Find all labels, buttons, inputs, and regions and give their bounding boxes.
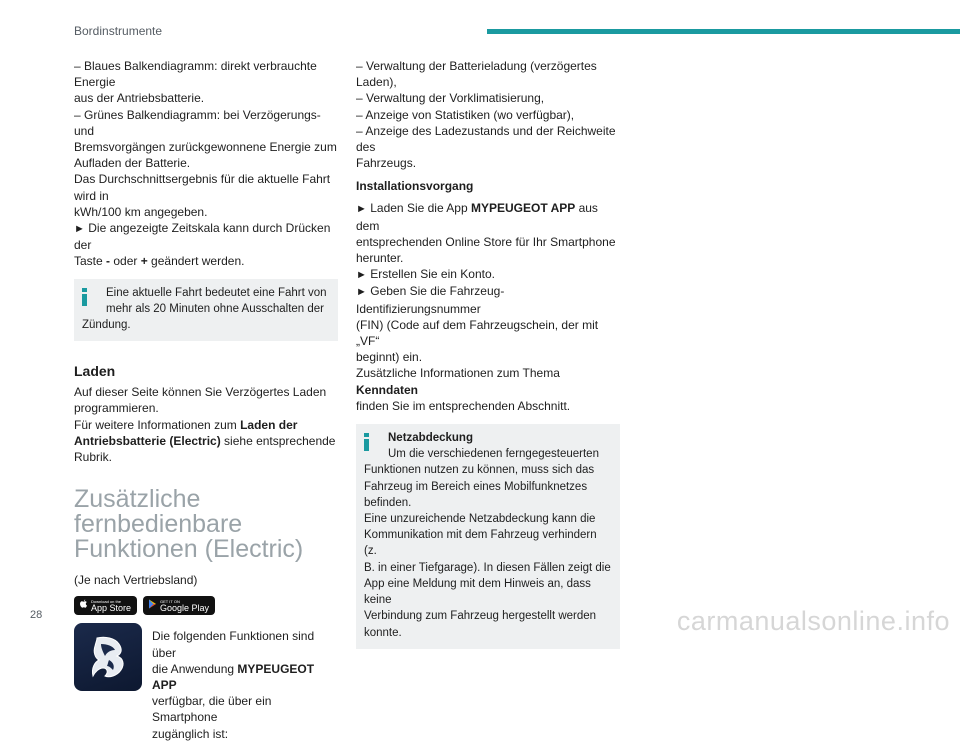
text-line: zugänglich ist: (152, 726, 229, 741)
scale-step-cont (74, 253, 338, 269)
text: Die angezeigte Zeitskala kann durch Drücken der (74, 221, 331, 253)
left-column (74, 58, 338, 742)
app-store-badge[interactable] (74, 596, 137, 615)
text-line: Eine unzureichende Netzabdeckung kann die (364, 513, 596, 526)
info-icon (364, 433, 369, 451)
step-line: finden Sie im entsprechenden Abschnitt. (356, 398, 571, 413)
text: Geben Sie die Fahrzeug-Identifizierungsnummer (356, 284, 505, 316)
triangle-right-icon: ► (74, 223, 85, 236)
text: Taste (74, 254, 107, 269)
text-line: Aufladen der Batterie. (74, 156, 191, 171)
text-line: App eine Meldung mit dem Hinweis an, dass keine (364, 577, 591, 607)
text-line: Um die verschiedenen ferngegesteuerten (388, 448, 599, 461)
bold-ref: Antriebsbatterie (Electric) (74, 433, 221, 448)
text-line: mehr als 20 Minuten ohne Ausschalten der (106, 302, 324, 315)
laden-paragraph (74, 384, 338, 465)
peugeot-lion-icon (74, 623, 142, 691)
text-line: Kommunikation mit dem Fahrzeug verhindern (z. (364, 529, 597, 558)
note-text (82, 285, 330, 334)
text-line: Eine aktuelle Fahrt bedeutet eine Fahrt von (106, 286, 327, 299)
triangle-right-icon: ► (356, 269, 367, 282)
text-line: programmieren. (74, 401, 159, 416)
app-name: MYPEUGEOT APP (152, 661, 315, 693)
badge-large-text: Google Play (160, 602, 210, 613)
title-line: Zusätzliche fernbedienbare (74, 485, 243, 539)
text-line: Auf dieser Seite können Sie Verzögertes Laden (74, 385, 327, 400)
badge-small-text: GET IT ON (160, 598, 180, 604)
info-note (74, 279, 338, 342)
feature-list (356, 58, 620, 171)
badge-large-text: App Store (91, 602, 132, 613)
header-accent-bar (487, 29, 960, 34)
text-line: Bremsvorgängen zurückgewonnene Energie zum (74, 140, 337, 155)
text-line: B. in einer Tiefgarage). In diesen Fällen zeigt die (364, 561, 611, 574)
step-line (356, 266, 620, 283)
text-line: befinden. (364, 496, 412, 509)
text-line: Zündung. (82, 319, 131, 332)
step-line: beginnt) ein. (356, 350, 423, 365)
text-line (74, 417, 338, 433)
google-play-badge[interactable] (143, 596, 215, 615)
text: siehe entsprechende (220, 433, 336, 448)
coverage-note (356, 424, 620, 649)
text-line: – Blaues Balkendiagramm: direkt verbrauchte Energie (74, 59, 317, 90)
text-line: verfügbar, die über ein Smartphone (152, 694, 272, 725)
list-item: – Verwaltung der Vorklimatisierung, (356, 91, 545, 106)
text-line: aus der Antriebsbatterie. (74, 91, 205, 106)
text-line (74, 433, 338, 449)
note-title: Netzabdeckung (388, 432, 473, 445)
text-line: Das Durchschnittsergebnis für die aktuelle Fahrt wird in (74, 172, 331, 203)
title-line: Funktionen (Electric) (74, 535, 304, 564)
text-line: konnte. (364, 626, 402, 639)
laden-heading: Laden (74, 363, 116, 380)
note-text (364, 430, 612, 641)
app-description (152, 628, 338, 741)
list-item: – Anzeige des Ladezustands und der Reichweite des (356, 123, 616, 155)
bold-ref: Kenndaten (356, 382, 419, 397)
text-line: Rubrik. (74, 450, 113, 465)
text-line: Die folgenden Funktionen sind über (152, 629, 315, 660)
running-head: Bordinstrumente (74, 24, 163, 38)
step-line (356, 365, 620, 397)
triangle-right-icon: ► (356, 203, 367, 216)
text: geändert werden. (147, 254, 245, 269)
text-line (152, 661, 338, 693)
page-number: 28 (30, 609, 43, 621)
text-line: kWh/100 km angegeben. (74, 204, 208, 219)
text-line: Fahrzeug im Bereich eines Mobilfunknetzes (364, 480, 588, 493)
text: Erstellen Sie ein Konto. (370, 267, 495, 282)
install-steps (356, 200, 620, 414)
list-item: Fahrzeugs. (356, 156, 417, 171)
text: die Anwendung (152, 661, 238, 676)
text-line: – Grünes Balkendiagramm: bei Verzögerungs- und (74, 107, 321, 138)
watermark: carmanualsonline.info (676, 606, 950, 636)
text: aus dem (356, 201, 598, 233)
list-item: – Anzeige von Statistiken (wo verfügbar), (356, 107, 575, 122)
store-badges (74, 596, 338, 615)
text-line: Verbindung zum Fahrzeug hergestellt werden (364, 610, 597, 623)
app-description-row (74, 623, 338, 741)
text: Laden Sie die App (370, 201, 471, 216)
step-line: entsprechenden Online Store für Ihr Smartphone (356, 234, 616, 249)
play-icon (147, 599, 157, 612)
text: Zusätzliche Informationen zum Thema (356, 366, 560, 381)
info-icon (82, 288, 87, 306)
app-name: MYPEUGEOT APP (471, 201, 576, 216)
scale-step (74, 220, 338, 253)
minus-key: - (106, 254, 111, 269)
text-line: Funktionen nutzen zu können, muss sich das (364, 464, 595, 477)
badge-small-text: Download on the (91, 598, 122, 604)
intro-paragraph (74, 58, 338, 270)
list-item: – Verwaltung der Batterieladung (verzögertes Laden), (356, 59, 597, 90)
install-heading: Installationsvorgang (356, 179, 474, 194)
right-column (356, 58, 620, 649)
step-line (356, 283, 620, 316)
text: Für weitere Informationen zum (74, 417, 241, 432)
plus-key: + (140, 254, 148, 269)
step-line: herunter. (356, 251, 404, 266)
text: oder (110, 254, 141, 269)
section-title (74, 487, 338, 562)
triangle-right-icon: ► (356, 286, 367, 299)
step-line (356, 200, 620, 233)
apple-icon (78, 599, 88, 612)
availability-note: (Je nach Vertriebsland) (74, 573, 198, 588)
bold-ref: Laden der (240, 417, 298, 432)
step-line: (FIN) (Code auf dem Fahrzeugschein, der mit „VF“ (356, 317, 599, 349)
